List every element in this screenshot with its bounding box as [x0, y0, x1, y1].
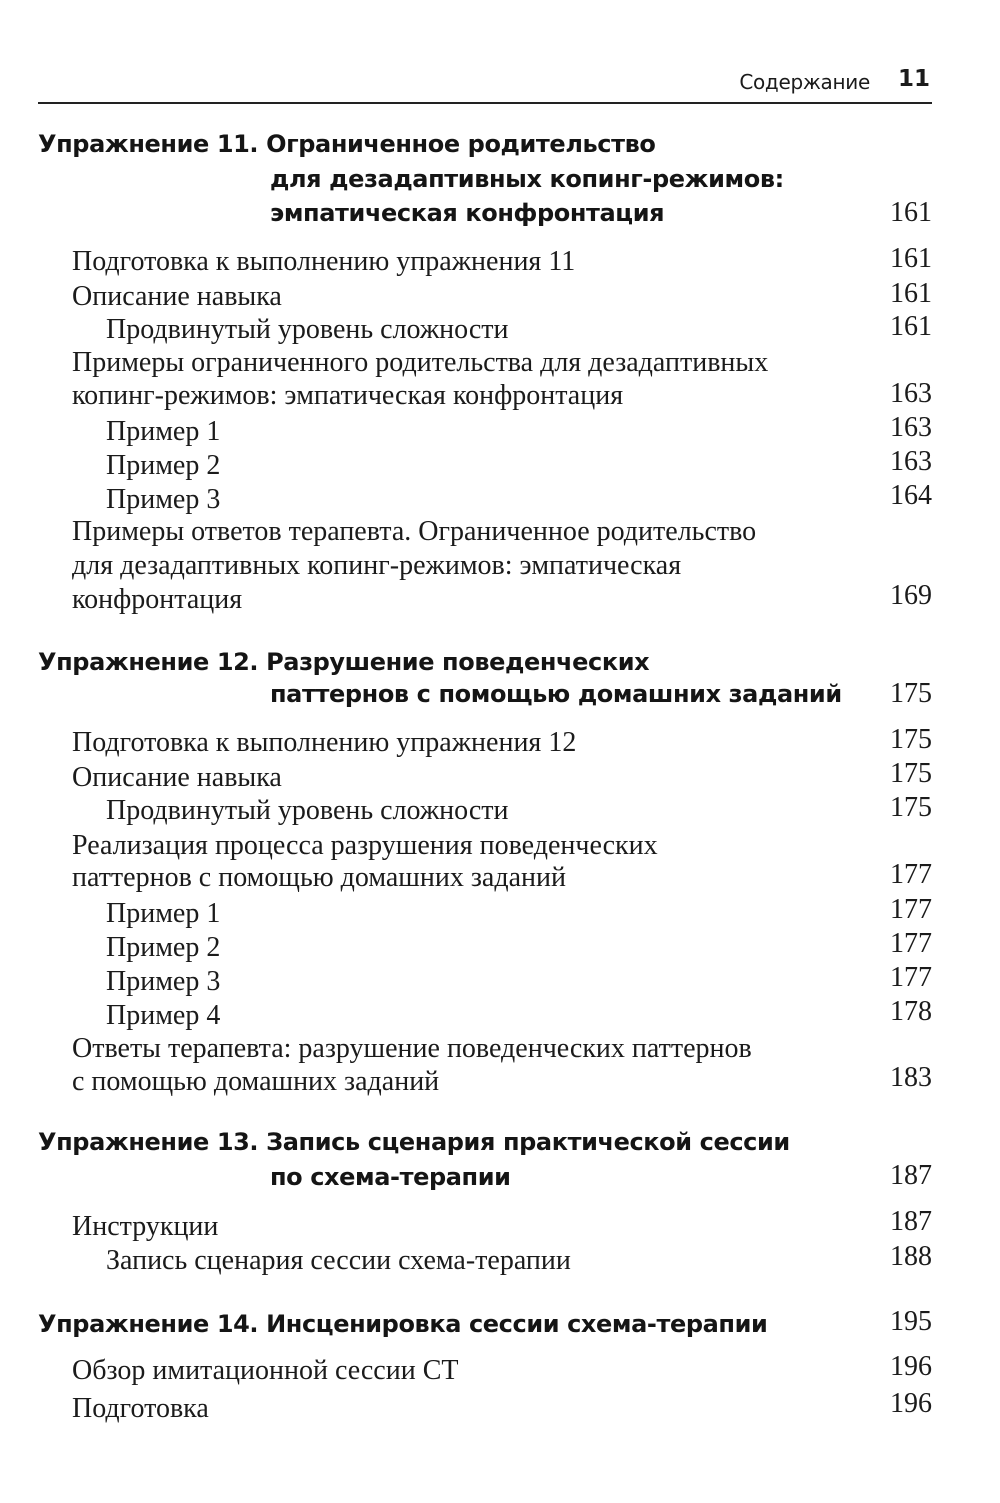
toc-entry: Подготовка	[72, 1393, 209, 1424]
toc-entry-page: 175	[890, 724, 932, 755]
toc-entry-page: 187	[890, 1206, 932, 1237]
exercise-14-heading: Упражнение 14. Инсценировка сессии схема-терапии	[38, 1310, 768, 1338]
toc-entry: Описание навыка	[72, 281, 282, 312]
exercise-14-page: 195	[890, 1306, 932, 1337]
toc-entry: Обзор имитационной сессии СТ	[72, 1355, 459, 1386]
toc-entry-page: 163	[890, 412, 932, 443]
toc-entry-sub: Пример 4	[106, 1000, 221, 1031]
toc-entry: Примеры ответов терапевта. Ограниченное родительство	[72, 516, 757, 547]
toc-entry-sub: Продвинутый уровень сложности	[106, 314, 509, 345]
toc-entry-page: 169	[890, 580, 932, 611]
toc-entry: Реализация процесса разрушения поведенческих	[72, 830, 658, 861]
toc-entry-page: 175	[890, 758, 932, 789]
toc-entry-page: 188	[890, 1241, 932, 1272]
toc-entry-sub: Пример 1	[106, 898, 221, 929]
toc-entry: Описание навыка	[72, 762, 282, 793]
toc-entry: Примеры ограниченного родительства для дезадаптивных	[72, 347, 769, 378]
toc-entry-cont: с помощью домашних заданий	[72, 1066, 440, 1097]
toc-entry-page: 177	[890, 894, 932, 925]
toc-entry-sub: Пример 3	[106, 966, 221, 997]
toc-entry-page: 164	[890, 480, 932, 511]
running-head	[38, 62, 932, 104]
toc-entry-page: 161	[890, 243, 932, 274]
exercise-13-heading: Упражнение 13. Запись сценария практической сессии	[38, 1128, 790, 1156]
toc-entry-cont: паттернов с помощью домашних заданий	[72, 862, 566, 893]
toc-entry-page: 163	[890, 446, 932, 477]
toc-entry-page: 196	[890, 1351, 932, 1382]
exercise-11-page: 161	[890, 197, 932, 228]
exercise-11-heading: Упражнение 11. Ограниченное родительство	[38, 130, 656, 158]
toc-entry-page: 175	[890, 792, 932, 823]
toc-entry-page: 183	[890, 1062, 932, 1093]
toc-entry-page: 161	[890, 278, 932, 309]
toc-entry-page: 163	[890, 378, 932, 409]
toc-entry-sub: Пример 2	[106, 450, 221, 481]
exercise-11-heading-cont: для дезадаптивных копинг-режимов:	[270, 165, 784, 193]
exercise-12-heading: Упражнение 12. Разрушение поведенческих	[38, 648, 650, 676]
toc-entry-sub: Пример 1	[106, 416, 221, 447]
toc-entry-sub: Запись сценария сессии схема-терапии	[106, 1245, 571, 1276]
toc-entry-page: 177	[890, 859, 932, 890]
exercise-13-page: 187	[890, 1160, 932, 1191]
exercise-13-heading-cont: по схема-терапии	[270, 1163, 511, 1191]
toc-entry: Инструкции	[72, 1211, 219, 1242]
toc-entry-page: 177	[890, 962, 932, 993]
running-head-page-number: 11	[897, 66, 930, 92]
running-head-section-title: Содержание	[739, 70, 870, 94]
toc-entry-sub: Продвинутый уровень сложности	[106, 795, 509, 826]
toc-entry: Подготовка к выполнению упражнения 11	[72, 246, 576, 277]
toc-entry-cont: конфронтация	[72, 584, 243, 615]
exercise-12-heading-cont: паттернов с помощью домашних заданий	[270, 680, 842, 708]
toc-entry-sub: Пример 3	[106, 484, 221, 515]
toc-entry-cont: для дезадаптивных копинг-режимов: эмпатическая	[72, 550, 682, 581]
toc-entry: Подготовка к выполнению упражнения 12	[72, 727, 577, 758]
toc-entry-page: 196	[890, 1388, 932, 1419]
exercise-12-page: 175	[890, 678, 932, 709]
exercise-11-heading-cont: эмпатическая конфронтация	[270, 199, 665, 227]
toc-entry-sub: Пример 2	[106, 932, 221, 963]
toc-entry-page: 161	[890, 311, 932, 342]
toc-entry-page: 177	[890, 928, 932, 959]
toc-entry: Ответы терапевта: разрушение поведенческих паттернов	[72, 1033, 752, 1064]
toc-entry-page: 178	[890, 996, 932, 1027]
toc-entry-cont: копинг-режимов: эмпатическая конфронтация	[72, 380, 624, 411]
